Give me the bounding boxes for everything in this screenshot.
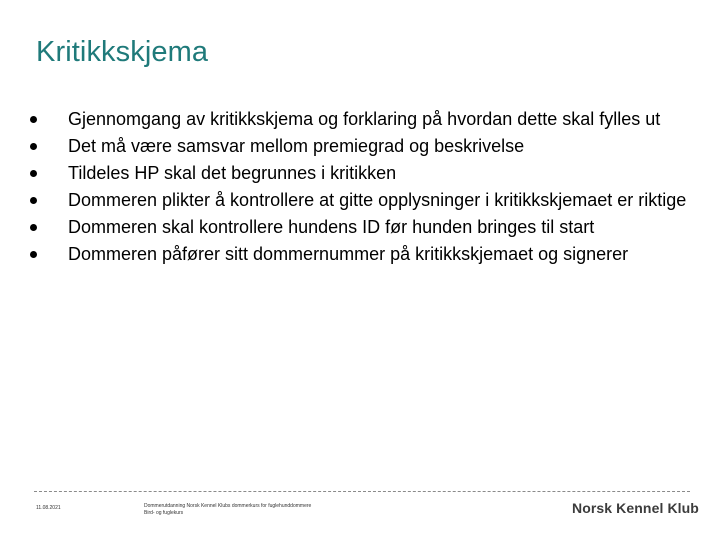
bullet-text: Tildeles HP skal det begrunnes i kritikken — [68, 163, 397, 183]
bullet-text: Dommeren skal kontrollere hundens ID før hunden bringes til start — [68, 217, 595, 237]
bullet-text: Dommeren påfører sitt dommernummer på kritikkskjemaet og signerer — [68, 244, 629, 264]
footer-divider — [34, 491, 690, 492]
bullet-text: Dommeren plikter å kontrollere at gitte opplysninger i kritikkskjemaet er riktige — [68, 190, 687, 210]
footer-date: 11.08.2021 — [36, 505, 61, 511]
bullet-dot-icon — [30, 143, 37, 150]
slide-title: Kritikkskjema — [36, 36, 209, 68]
footer-caption — [144, 503, 384, 517]
bullet-list — [30, 108, 690, 270]
footer-caption-line2: Bird- og fuglekurs — [144, 510, 184, 516]
bullet-dot-icon — [30, 224, 37, 231]
bullet-item — [30, 108, 690, 131]
bullet-item — [30, 243, 690, 266]
bullet-dot-icon — [30, 116, 37, 123]
bullet-item — [30, 135, 690, 158]
bullet-text: Det må være samsvar mellom premiegrad og beskrivelse — [68, 136, 525, 156]
bullet-dot-icon — [30, 251, 37, 258]
bullet-text: Gjennomgang av kritikkskjema og forklaring på hvordan dette skal fylles ut — [68, 109, 661, 129]
bullet-item — [30, 189, 690, 212]
bullet-item — [30, 216, 690, 239]
bullet-dot-icon — [30, 170, 37, 177]
bullet-item — [30, 162, 690, 185]
norsk-kennel-klub-logo: Norsk Kennel Klub — [572, 500, 699, 516]
bullet-dot-icon — [30, 197, 37, 204]
footer-caption-line1: Dommerutdanning Norsk Kennel Klubs dommerkurs for fuglehunddommere — [144, 503, 312, 509]
